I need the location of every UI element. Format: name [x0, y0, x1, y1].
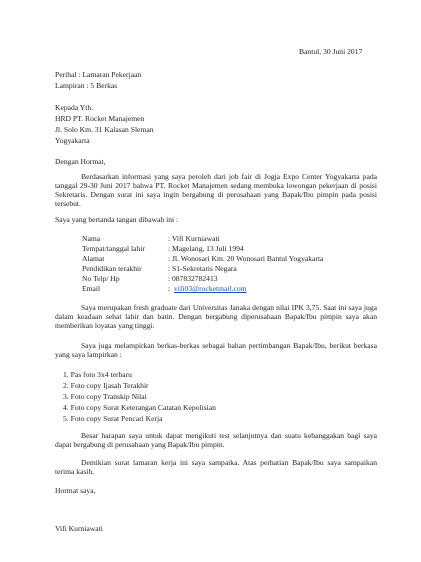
recipient-line-4: Yogyakarta — [55, 136, 90, 145]
letter-date: Bantul, 30 Juni 2017 — [299, 47, 363, 56]
identity-label: No Telp/ Hp — [82, 274, 120, 283]
recipient-line-3: Jl. Solo Km. 31 Kalasan Sleman — [55, 125, 154, 134]
letter-attachment-count: Lampiran : 5 Berkas — [55, 81, 118, 90]
attachment-item: 4. Foto copy Surat Keterangan Catatan Kepolisian — [63, 403, 216, 412]
identity-value: : 087832782413 — [168, 274, 218, 283]
attachment-item: 1. Pas foto 3x4 terbaru — [63, 370, 132, 379]
attachment-item: 3. Foto copy Transkip Nilai — [63, 392, 147, 401]
identity-label: Pendidikan terakhir — [82, 264, 142, 273]
identity-value: : Jl. Wonosari Km. 20 Wonosari Bantul Yogyakarta — [168, 254, 324, 263]
identity-label: Tempat/tanggal lahir — [82, 244, 145, 253]
attachment-item: 5. Foto copy Surat Pencari Kerja — [63, 414, 163, 423]
signature-name: Vifi Kurniawati — [55, 524, 103, 533]
closing-salutation: Hormat saya, — [55, 486, 96, 495]
identity-value: : Vifi Kurniawati — [168, 234, 220, 243]
paragraph-profile: Saya merupakan fresh graduate dari Universitas Janaka dengan nilai IPK 3,75. Saat ini saya juga dalam keadaan sehat lahir dan batin. Dengan bergabung diperusahaan Bapak/Ibu pimpin saya akan memberikan loyatas yang tinggi. — [55, 303, 377, 330]
identity-value: : Magelang, 13 Juli 1994 — [168, 244, 244, 253]
recipient-line-1: Kepada Yth. — [55, 103, 94, 112]
letter-subject: Perihal : Lamaran Pekerjaan — [55, 70, 142, 79]
identity-value: : — [168, 284, 171, 293]
paragraph-opening: Berdasarkan informasi yang saya peroleh dari job fair di Jogja Expo Center Yogyakarta pada tanggal 29-30 Juni 2017 bahwa PT. Rocket Manajemen sedang membuka lowongan pekerjaan di posisi Sekretaris. Dengan surat ini saya ingin bergabung di perusahaan yang Bapak/Ibu pimpin pada posisi tersebut. — [55, 172, 377, 208]
identity-label: Alamat — [82, 254, 105, 263]
attachment-item: 2. Foto copy Ijasah Terakhir — [63, 381, 149, 390]
identity-label: Email — [82, 284, 101, 293]
greeting: Dengan Hormat, — [55, 157, 106, 166]
recipient-line-2: HRD PT. Rocket Manajemen — [55, 114, 145, 123]
paragraph-attachments-intro: Saya juga melampirkan berkas-berkas sebagai bahan pertimbangan Bapak/Ibu, berikut berkasa yang saya lampirkan : — [55, 341, 377, 359]
identity-label: Nama — [82, 234, 101, 243]
email-link[interactable]: vifi03@rocketmail.com — [174, 284, 247, 293]
paragraph-closing: Demikian surat lamaran kerja ini saya sampaika. Atas perhatian Bapak/Ibu saya sampaikan terima kasih. — [55, 458, 377, 476]
paragraph-hope: Besar harapan saya untuk dapat mengikuti test selanjutnya dan suatu kebanggakan bagi saya dapat bergabung di perusahaan yang Bapak/Ibu pimpin. — [55, 431, 377, 449]
identity-value: : S1-Sekretaris Negara — [168, 264, 237, 273]
identity-intro: Saya yang bertanda tangan dibawah ini : — [55, 215, 179, 224]
